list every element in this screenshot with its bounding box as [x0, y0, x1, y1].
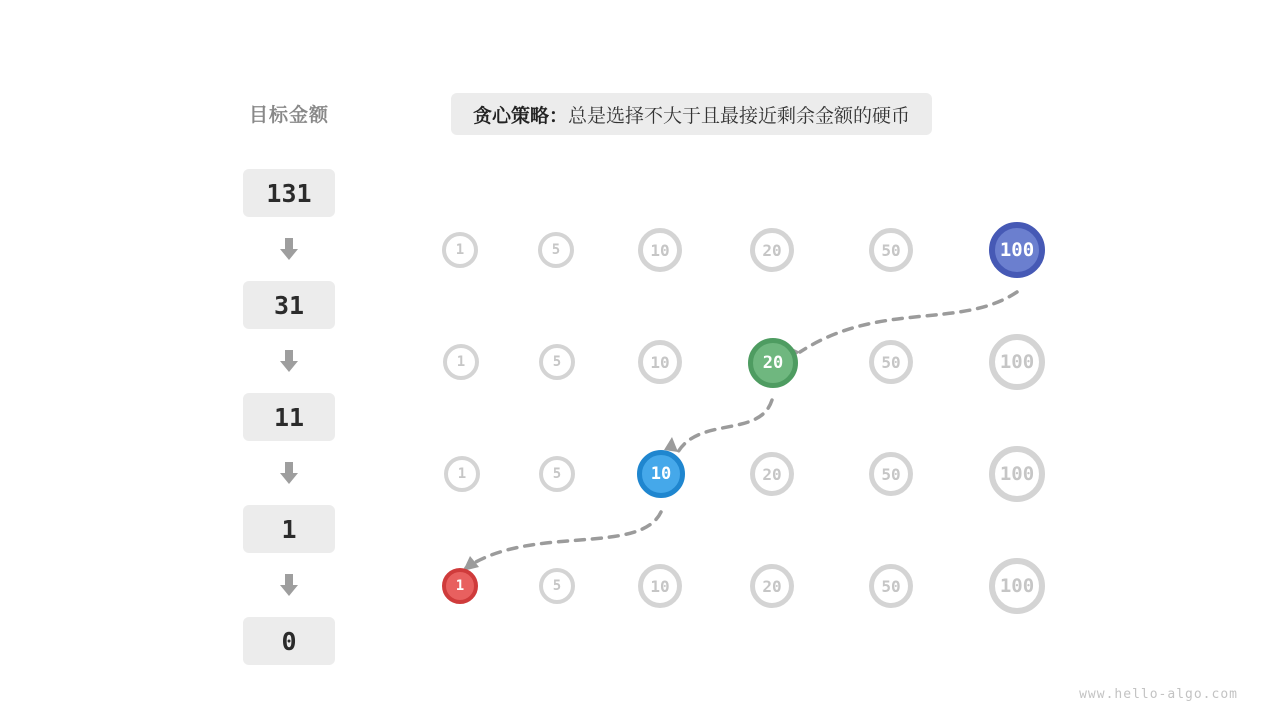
banner-label: 贪心策略: [473, 105, 550, 127]
coin-r1-c3-selected[interactable]: 20: [748, 338, 798, 388]
watermark: www.hello-algo.com: [1079, 687, 1238, 702]
banner-text: 总是选择不大于且最接近剩余金额的硬币: [568, 105, 911, 127]
target-amount-box-3: 1: [243, 505, 335, 553]
coin-r0-c5-selected[interactable]: 100: [989, 222, 1045, 278]
coin-r2-c1[interactable]: 5: [539, 456, 575, 492]
target-amount-title: 目标金额: [248, 105, 329, 126]
arrow-down-icon-1: [243, 346, 335, 376]
path-segment-10-to-1: [466, 512, 661, 568]
arrow-down-icon: [279, 461, 299, 485]
coin-r3-c4[interactable]: 50: [869, 564, 913, 608]
coin-r0-c3[interactable]: 20: [750, 228, 794, 272]
path-segment-20-to-10: [678, 400, 772, 452]
coin-r2-c3[interactable]: 20: [750, 452, 794, 496]
coin-r3-c0-selected[interactable]: 1: [442, 568, 478, 604]
coin-r0-c2[interactable]: 10: [638, 228, 682, 272]
arrow-down-icon: [279, 349, 299, 373]
coin-r1-c1[interactable]: 5: [539, 344, 575, 380]
coin-r3-c3[interactable]: 20: [750, 564, 794, 608]
coin-r3-c2[interactable]: 10: [638, 564, 682, 608]
coin-r2-c0[interactable]: 1: [444, 456, 480, 492]
coin-r1-c0[interactable]: 1: [443, 344, 479, 380]
coin-r0-c0[interactable]: 1: [442, 232, 478, 268]
arrow-down-icon-2: [243, 458, 335, 488]
target-amount-box-4: 0: [243, 617, 335, 665]
banner-separator: ：: [549, 105, 569, 127]
arrow-down-icon-3: [243, 570, 335, 600]
coin-r1-c5[interactable]: 100: [989, 334, 1045, 390]
target-amount-box-1: 31: [243, 281, 335, 329]
coin-r1-c4[interactable]: 50: [869, 340, 913, 384]
target-amount-box-2: 11: [243, 393, 335, 441]
arrow-down-icon-0: [243, 234, 335, 264]
target-amount-box-0: 131: [243, 169, 335, 217]
greedy-strategy-banner: [451, 93, 932, 135]
coin-r2-c2-selected[interactable]: 10: [637, 450, 685, 498]
arrow-down-icon: [279, 573, 299, 597]
coin-r3-c1[interactable]: 5: [539, 568, 575, 604]
coin-r2-c5[interactable]: 100: [989, 446, 1045, 502]
arrow-down-icon: [279, 237, 299, 261]
path-segment-100-to-20: [800, 292, 1017, 352]
coin-r3-c5[interactable]: 100: [989, 558, 1045, 614]
coin-r2-c4[interactable]: 50: [869, 452, 913, 496]
coin-r0-c4[interactable]: 50: [869, 228, 913, 272]
coin-r0-c1[interactable]: 5: [538, 232, 574, 268]
coin-r1-c2[interactable]: 10: [638, 340, 682, 384]
